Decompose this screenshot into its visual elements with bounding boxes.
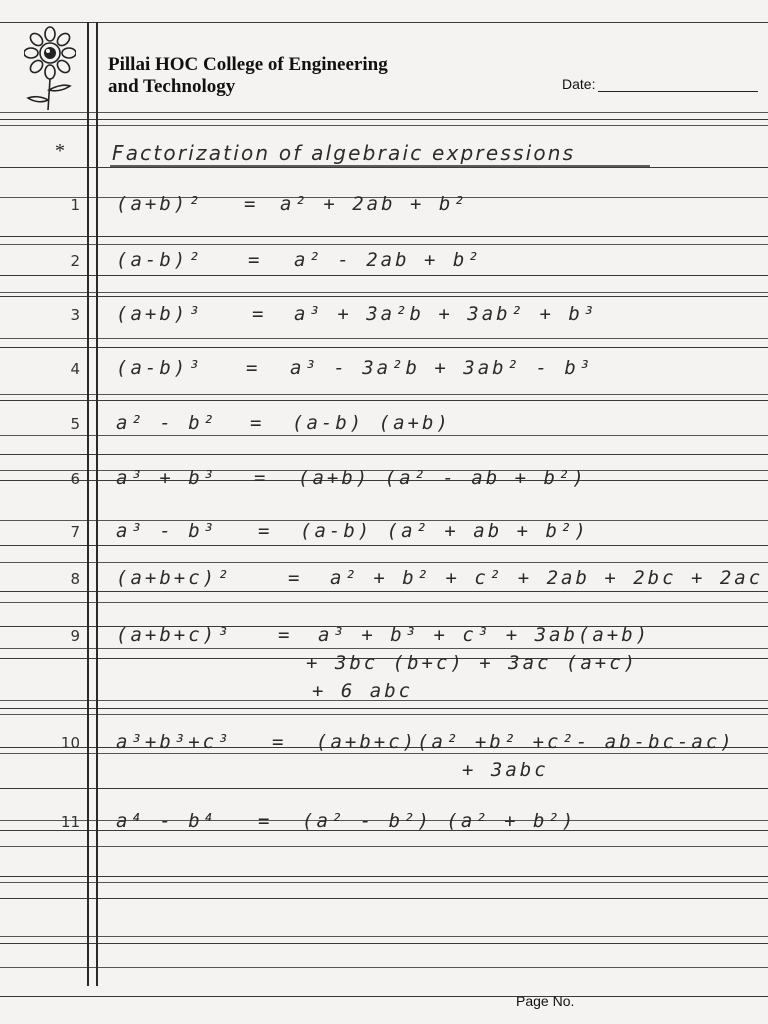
formula-lhs: a³+b³+c³	[116, 731, 232, 753]
formula-equals: =	[254, 467, 269, 489]
formula-equals: =	[288, 567, 303, 589]
formula-lhs: a⁴ - b⁴	[116, 810, 218, 832]
formula-lhs: (a+b)²	[116, 193, 203, 215]
formula-rhs: a² - 2ab + b²	[294, 249, 482, 271]
date-label: Date:	[562, 76, 596, 92]
ruled-line	[0, 708, 768, 709]
formula-rhs: (a+b) (a² - ab + b²)	[298, 467, 587, 489]
formula-number: 11	[60, 813, 80, 831]
title-underline	[110, 163, 650, 169]
punch-hole-icon	[35, 380, 57, 402]
formula-rhs-continued: + 3bc (b+c) + 3ac (a+c)	[306, 652, 639, 674]
formula-equals: =	[244, 193, 259, 215]
college-logo-icon	[24, 26, 76, 112]
ruled-line	[0, 275, 768, 276]
ruled-line	[0, 244, 768, 245]
formula-lhs: (a-b)³	[116, 357, 203, 379]
formula-rhs: a² + b² + c² + 2ab + 2bc + 2ac	[330, 567, 764, 589]
ruled-line	[0, 394, 768, 395]
formula-equals: =	[258, 810, 273, 832]
college-name-line2: and Technology	[108, 76, 236, 97]
ruled-line	[0, 562, 768, 563]
ruled-line	[0, 591, 768, 592]
ruled-line	[0, 347, 768, 348]
ruled-line	[0, 714, 768, 715]
ruled-line	[0, 882, 768, 883]
formula-equals: =	[278, 624, 293, 646]
formula-lhs: (a+b+c)³	[116, 624, 232, 646]
formula-equals: =	[246, 357, 261, 379]
formula-rhs: (a+b+c)(a² +b² +c²- ab-bc-ac)	[316, 731, 735, 753]
ruled-line	[0, 236, 768, 237]
ruled-line	[0, 338, 768, 339]
ruled-line	[0, 753, 768, 754]
ruled-line	[0, 435, 768, 436]
ruled-line	[0, 602, 768, 603]
formula-rhs: (a² - b²) (a² + b²)	[302, 810, 577, 832]
ruled-line	[0, 876, 768, 877]
ruled-line	[0, 898, 768, 899]
notes-title: Factorization of algebraic expressions	[112, 141, 576, 165]
ruled-line	[0, 119, 768, 120]
ruled-line	[0, 846, 768, 847]
ruled-line	[0, 292, 768, 293]
formula-rhs: a³ + 3a²b + 3ab² + b³	[294, 303, 598, 325]
college-name	[108, 54, 388, 98]
formula-equals: =	[250, 412, 265, 434]
formula-number: 4	[70, 360, 80, 378]
formula-rhs-continued: + 6 abc	[312, 680, 414, 702]
formula-lhs: (a-b)²	[116, 249, 203, 271]
formula-lhs: a³ + b³	[116, 467, 218, 489]
formula-equals: =	[258, 520, 273, 542]
formula-number: 2	[70, 252, 80, 270]
formula-lhs: (a+b)³	[116, 303, 203, 325]
ruled-line	[0, 996, 768, 997]
formula-number: 8	[70, 570, 80, 588]
formula-rhs: (a-b) (a² + ab + b²)	[300, 520, 589, 542]
ruled-line	[0, 648, 768, 649]
formula-number: 5	[70, 415, 80, 433]
formula-number: 10	[60, 734, 80, 752]
ruled-line	[0, 943, 768, 944]
formula-equals: =	[248, 249, 263, 271]
ruled-line	[0, 400, 768, 401]
punch-hole-icon	[37, 663, 59, 685]
formula-number: 9	[70, 627, 80, 645]
formula-lhs: (a+b+c)²	[116, 567, 232, 589]
formula-rhs: a³ - 3a²b + 3ab² - b³	[290, 357, 594, 379]
ruled-line	[0, 296, 768, 297]
formula-equals: =	[252, 303, 267, 325]
ruled-line	[0, 112, 768, 113]
formula-number: 6	[70, 470, 80, 488]
formula-equals: =	[272, 731, 287, 753]
formula-number: 1	[70, 196, 80, 214]
formula-rhs: a² + 2ab + b²	[280, 193, 468, 215]
ruled-line	[0, 967, 768, 968]
formula-rhs: (a-b) (a+b)	[292, 412, 451, 434]
margin-line-left	[87, 22, 89, 986]
ruled-line	[0, 545, 768, 546]
formula-rhs-continued: + 3abc	[462, 759, 549, 781]
formula-lhs: a³ - b³	[116, 520, 218, 542]
ruled-line	[0, 22, 768, 23]
formula-number: 3	[70, 306, 80, 324]
ruled-line	[0, 936, 768, 937]
margin-line-right	[96, 22, 98, 986]
ruled-line	[0, 125, 768, 126]
ruled-line	[0, 454, 768, 455]
ruled-line	[0, 788, 768, 789]
college-name-line1: Pillai HOC College of Engineering	[108, 54, 388, 75]
formula-lhs: a² - b²	[116, 412, 218, 434]
page-number-label: Page No.	[516, 993, 575, 1009]
title-bullet: *	[55, 140, 65, 162]
date-field-line	[598, 91, 758, 92]
formula-rhs: a³ + b³ + c³ + 3ab(a+b)	[318, 624, 651, 646]
formula-number: 7	[70, 523, 80, 541]
